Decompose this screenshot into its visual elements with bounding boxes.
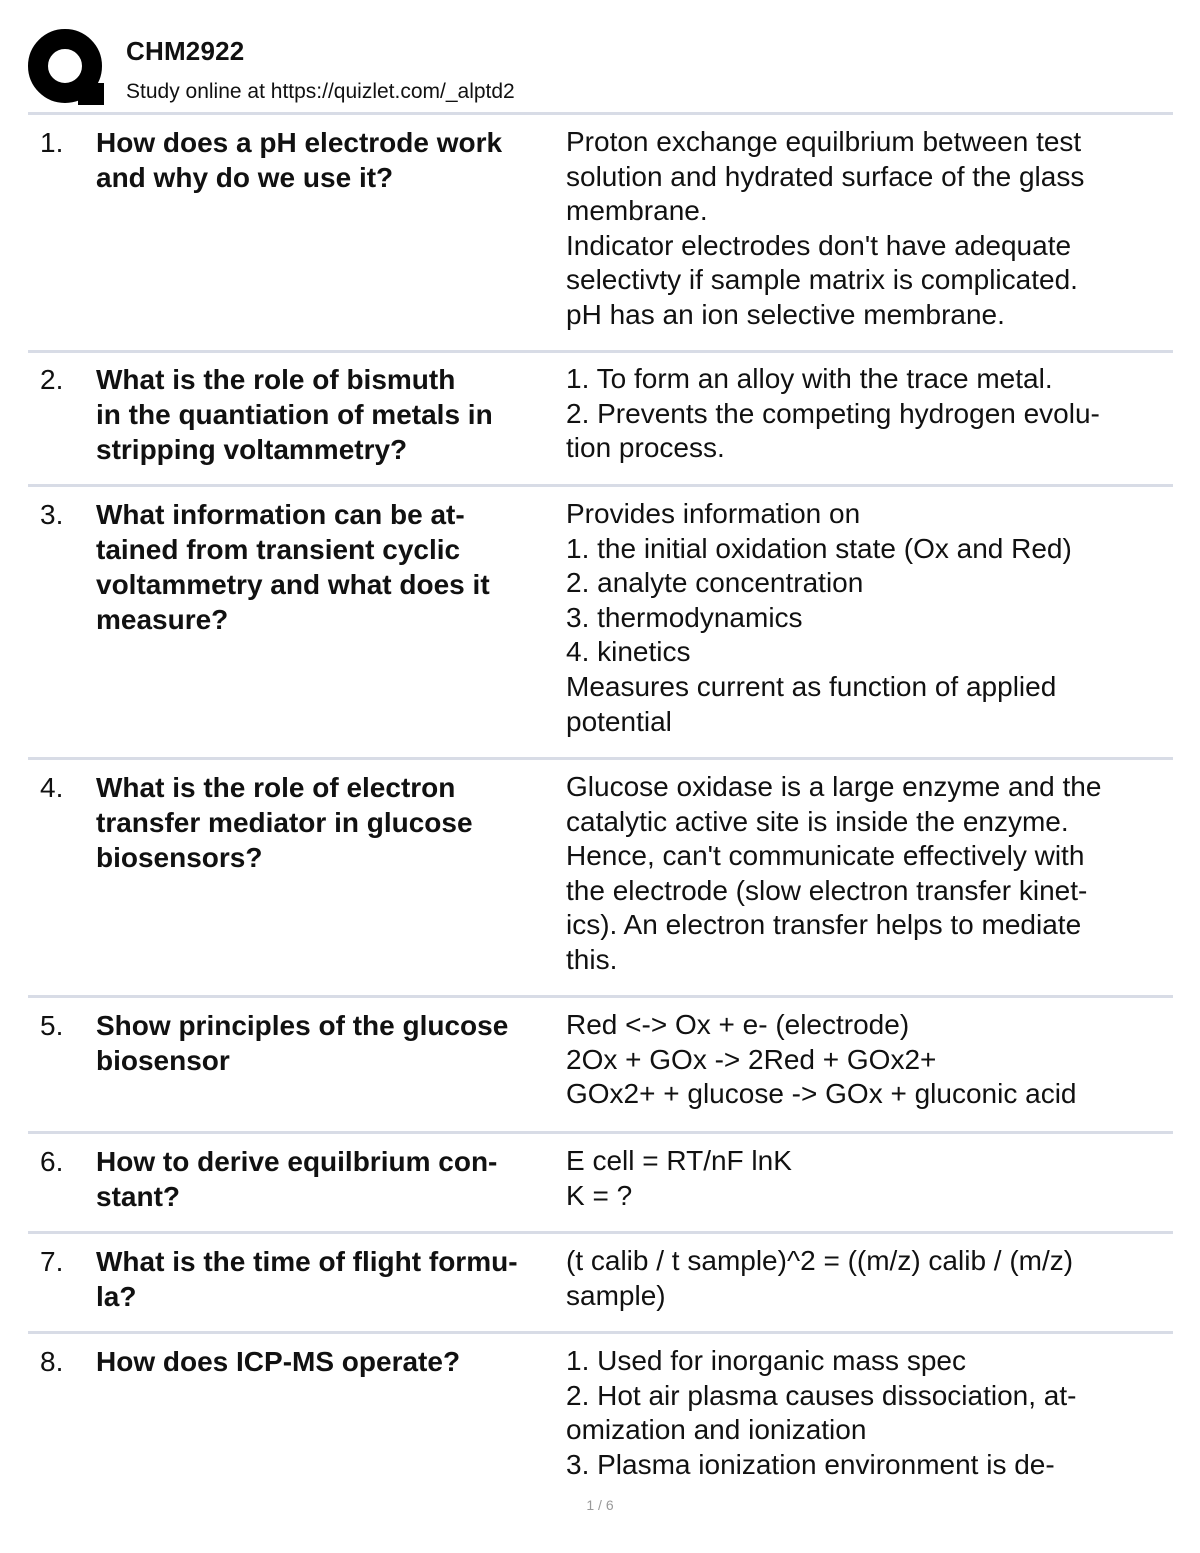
definition-line: E cell = RT/nF lnK bbox=[566, 1145, 792, 1176]
definition-line: 1. To form an alloy with the trace metal. bbox=[566, 363, 1053, 394]
definition-line: 2. analyte concentration bbox=[566, 567, 864, 599]
definition-line: Provides information on bbox=[566, 498, 861, 529]
divider bbox=[28, 112, 1173, 115]
card-term bbox=[96, 125, 566, 195]
card-definition bbox=[566, 1008, 1171, 1112]
term-line: voltammetry and what does it bbox=[96, 569, 490, 600]
term-line: biosensor bbox=[96, 1045, 230, 1076]
definition-line: (t calib / t sample)^2 = ((m/z) calib / (m/z) bbox=[566, 1245, 1074, 1276]
definition-line: GOx2+ + glucose -> GOx + gluconic acid bbox=[566, 1078, 1077, 1110]
card-number: 2. bbox=[40, 364, 64, 395]
card-number: 4. bbox=[40, 772, 64, 803]
term-line: stant? bbox=[96, 1181, 180, 1212]
definition-line: sample) bbox=[566, 1279, 666, 1311]
study-online-link[interactable]: Study online at https://quizlet.com/_alptd2 bbox=[126, 80, 515, 103]
term-line: measure? bbox=[96, 604, 229, 635]
divider bbox=[28, 1231, 1173, 1234]
card-number: 7. bbox=[40, 1246, 64, 1277]
card-number: 1. bbox=[40, 127, 64, 158]
card-term bbox=[96, 1344, 566, 1379]
definition-line: 2. Prevents the competing hydrogen evolu- bbox=[566, 397, 1100, 429]
term-line: What is the role of bismuth bbox=[96, 364, 456, 395]
card-term bbox=[96, 770, 566, 875]
card-number: 6. bbox=[40, 1146, 64, 1177]
card-definition bbox=[566, 125, 1171, 333]
card-number: 5. bbox=[40, 1010, 64, 1041]
definition-line: solution and hydrated surface of the glass bbox=[566, 160, 1085, 192]
definition-line: potential bbox=[566, 705, 672, 737]
definition-line: membrane. bbox=[566, 195, 708, 227]
card-number: 8. bbox=[40, 1346, 64, 1377]
card-term bbox=[96, 362, 566, 467]
term-line: stripping voltammetry? bbox=[96, 434, 408, 465]
definition-line: Measures current as function of applied bbox=[566, 670, 1057, 702]
card-definition bbox=[566, 1344, 1171, 1482]
definition-line: Red <-> Ox + e- (electrode) bbox=[566, 1009, 910, 1040]
definition-line: selectivty if sample matrix is complicated. bbox=[566, 264, 1078, 296]
term-line: la? bbox=[96, 1281, 137, 1312]
definition-line: 1. the initial oxidation state (Ox and Red) bbox=[566, 532, 1072, 564]
term-line: Show principles of the glucose bbox=[96, 1010, 509, 1041]
definition-line: Hence, can't communicate effectively with bbox=[566, 840, 1085, 872]
card-definition bbox=[566, 362, 1171, 466]
card-term bbox=[96, 1144, 566, 1214]
definition-line: tion process. bbox=[566, 432, 725, 464]
definition-line: 4. kinetics bbox=[566, 636, 691, 668]
quizlet-q-logo-icon bbox=[28, 28, 108, 108]
definition-line: Proton exchange equilbrium between test bbox=[566, 126, 1082, 157]
card-number: 3. bbox=[40, 499, 64, 530]
term-line: What is the time of flight formu- bbox=[96, 1246, 518, 1277]
definition-line: 1. Used for inorganic mass spec bbox=[566, 1345, 966, 1376]
definition-line: Glucose oxidase is a large enzyme and the bbox=[566, 771, 1102, 802]
card-term bbox=[96, 1244, 566, 1314]
term-line: How does a pH electrode work bbox=[96, 127, 503, 158]
divider bbox=[28, 1131, 1173, 1134]
term-line: What information can be at- bbox=[96, 499, 465, 530]
term-line: tained from transient cyclic bbox=[96, 534, 461, 565]
course-title: CHM2922 bbox=[126, 36, 245, 66]
definition-line: this. bbox=[566, 943, 618, 975]
definition-line: omization and ionization bbox=[566, 1414, 867, 1446]
definition-line: the electrode (slow electron transfer kinet- bbox=[566, 874, 1088, 906]
term-line: transfer mediator in glucose bbox=[96, 807, 473, 838]
page-header bbox=[28, 28, 1178, 108]
definition-line: catalytic active site is inside the enzyme. bbox=[566, 805, 1069, 837]
divider bbox=[28, 757, 1173, 760]
card-term bbox=[96, 497, 566, 637]
definition-line: ics). An electron transfer helps to mediate bbox=[566, 909, 1082, 941]
divider bbox=[28, 1331, 1173, 1334]
definition-line: Indicator electrodes don't have adequate bbox=[566, 229, 1072, 261]
divider bbox=[28, 350, 1173, 353]
definition-line: pH has an ion selective membrane. bbox=[566, 298, 1005, 330]
term-line: in the quantiation of metals in bbox=[96, 399, 493, 430]
card-definition bbox=[566, 1244, 1171, 1313]
divider bbox=[28, 484, 1173, 487]
term-line: biosensors? bbox=[96, 842, 263, 873]
card-definition bbox=[566, 770, 1171, 978]
term-line: and why do we use it? bbox=[96, 162, 394, 193]
card-definition bbox=[566, 1144, 1171, 1213]
card-definition bbox=[566, 497, 1171, 739]
page-number: 1 / 6 bbox=[586, 1497, 614, 1513]
definition-line: 3. thermodynamics bbox=[566, 601, 803, 633]
term-line: What is the role of electron bbox=[96, 772, 456, 803]
definition-line: 2. Hot air plasma causes dissociation, at- bbox=[566, 1379, 1077, 1411]
divider bbox=[28, 995, 1173, 998]
term-line: How does ICP-MS operate? bbox=[96, 1346, 461, 1377]
definition-line: 3. Plasma ionization environment is de- bbox=[566, 1448, 1055, 1480]
definition-line: K = ? bbox=[566, 1179, 633, 1211]
definition-line: 2Ox + GOx -> 2Red + GOx2+ bbox=[566, 1043, 937, 1075]
term-line: How to derive equilbrium con- bbox=[96, 1146, 498, 1177]
card-term bbox=[96, 1008, 566, 1078]
